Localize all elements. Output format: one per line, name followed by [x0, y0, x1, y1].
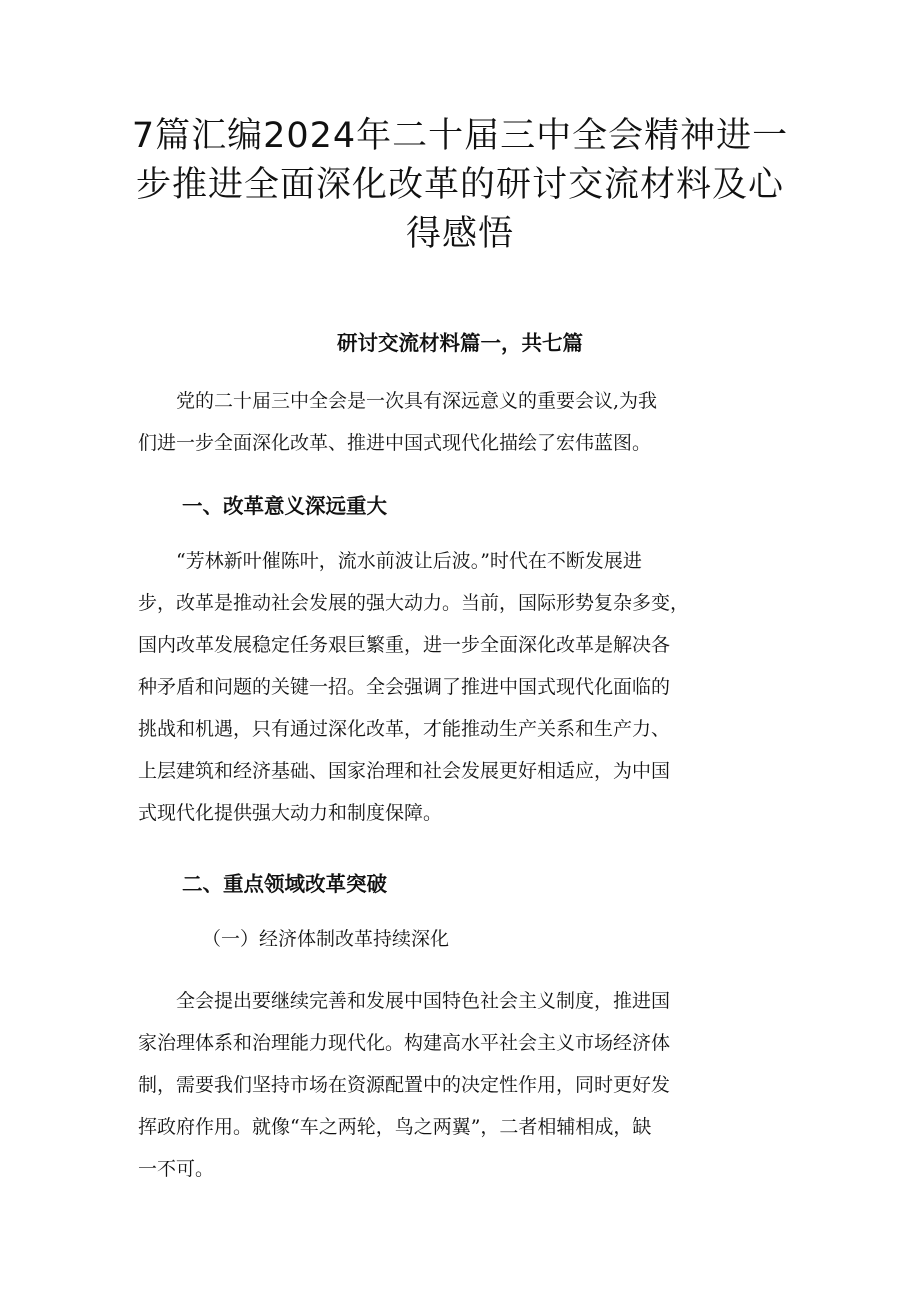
paragraph-line: 式现代化提供强大动力和制度保障。 — [138, 802, 443, 824]
paragraph-line: 种矛盾和问题的关键一招。全会强调了推进中国式现代化面临的 — [138, 676, 671, 698]
paragraph-line: 家治理体系和治理能力现代化。构建高水平社会主义市场经济体 — [138, 1032, 671, 1054]
paragraph-line: 一不可。 — [138, 1158, 215, 1180]
paragraph-line: 上层建筑和经济基础、国家治理和社会发展更好相适应，为中国 — [138, 760, 671, 782]
section-heading-2: 二、重点领域改革突破 — [182, 872, 387, 896]
paragraph-line: 全会提出要继续完善和发展中国特色社会主义制度，推进国 — [176, 990, 671, 1012]
paragraph-line: 党的二十届三中全会是一次具有深远意义的重要会议,为我 — [176, 390, 658, 412]
subsection-heading: （一）经济体制改革持续深化 — [202, 928, 450, 950]
paragraph-line: 国内改革发展稳定任务艰巨繁重，进一步全面深化改革是解决各 — [138, 634, 671, 656]
section1-paragraph — [138, 540, 798, 834]
section2-paragraph — [138, 980, 798, 1190]
paragraph-line: 制，需要我们坚持市场在资源配置中的决定性作用，同时更好发 — [138, 1074, 671, 1096]
paragraph-line: “芳林新叶催陈叶，流水前波让后波。”时代在不断发展进 — [176, 550, 642, 572]
document-title — [118, 112, 802, 259]
title-line: 得感悟 — [405, 214, 514, 254]
title-line: 7篇汇编2024年二十届三中全会精神进一 — [131, 116, 789, 156]
paragraph-line: 步，改革是推动社会发展的强大动力。当前，国际形势复杂多变， — [138, 592, 690, 614]
paragraph-line: 挑战和机遇，只有通过深化改革，才能推动生产关系和生产力、 — [138, 718, 671, 740]
title-line: 步推进全面深化改革的研讨交流材料及心 — [135, 165, 784, 205]
section-heading-1: 一、改革意义深远重大 — [182, 494, 387, 518]
intro-paragraph — [138, 380, 798, 464]
paragraph-line: 们进一步全面深化改革、推进中国式现代化描绘了宏伟蓝图。 — [138, 432, 652, 454]
document-subtitle: 研讨交流材料篇一，共七篇 — [337, 331, 583, 355]
paragraph-line: 挥政府作用。就像“车之两轮，鸟之两翼”，二者相辅相成，缺 — [138, 1116, 652, 1138]
